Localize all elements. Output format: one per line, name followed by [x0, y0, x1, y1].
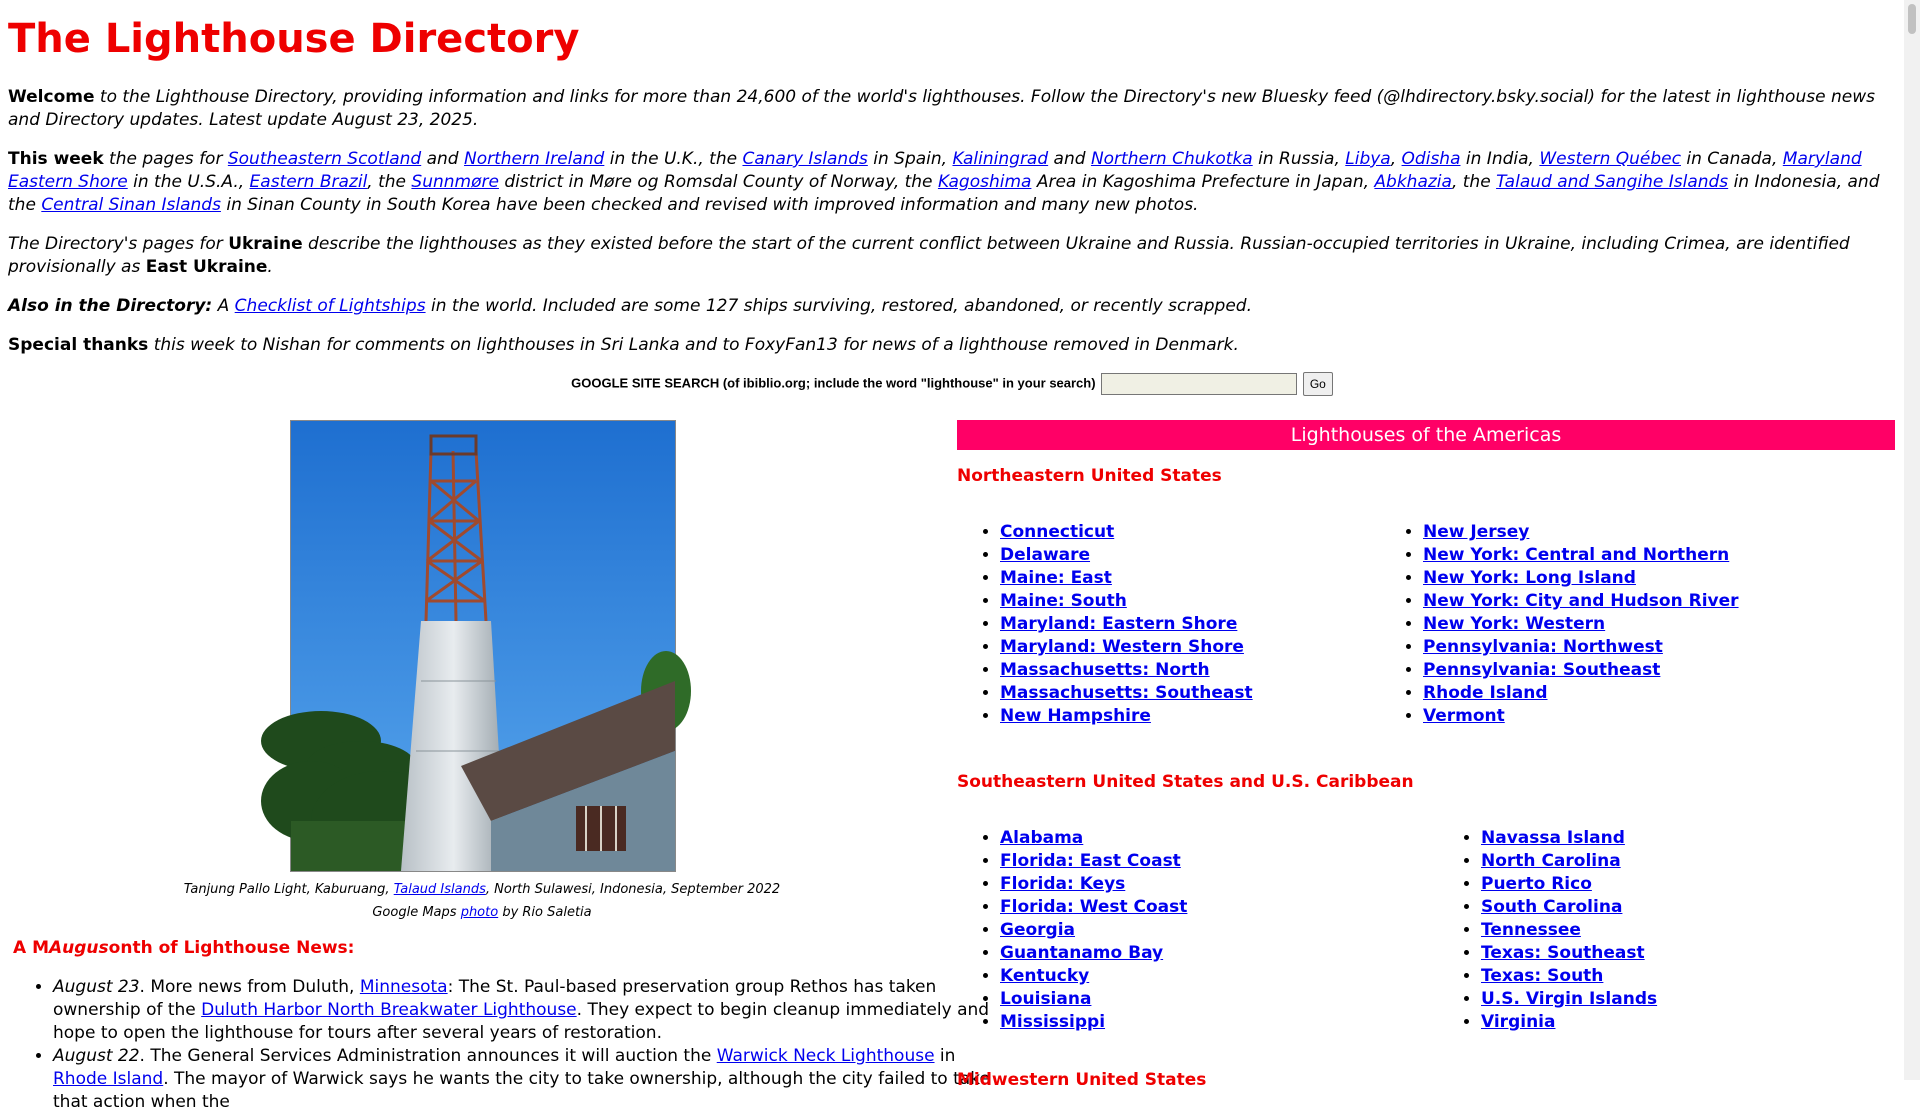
link-south-carolina[interactable]: South Carolina — [1481, 897, 1623, 917]
link-florida-keys[interactable]: Florida: Keys — [1000, 874, 1126, 894]
link-kagoshima[interactable]: Kagoshima — [937, 172, 1032, 192]
link-southeastern-scotland[interactable]: Southeastern Scotland — [227, 149, 422, 169]
text: . The General Services Administration announces it will auction the — [139, 1046, 717, 1066]
lighthouse-photo-image — [291, 421, 675, 871]
thanks-paragraph — [8, 334, 1888, 357]
list-item — [1423, 521, 1739, 544]
right-column — [957, 420, 1895, 1090]
list-item — [1481, 1011, 1657, 1034]
list-item — [1481, 965, 1657, 988]
search-input[interactable] — [1101, 373, 1297, 395]
text: , the — [1451, 172, 1497, 192]
text: in Canada, — [1680, 149, 1783, 169]
link-canary-islands[interactable]: Canary Islands — [742, 149, 868, 169]
welcome-text: to the Lighthouse Directory, providing information and links for more than 24,600 of the world's lighthouses. Follow the Directory's new Bluesky feed (@lhdirectory.bsky.social) for the latest in lighthouse news and Directory updates. Latest update August 23, 2025. — [8, 87, 1875, 130]
list-item — [1000, 965, 1438, 988]
search-label: GOOGLE SITE SEARCH (of ibiblio.org; include the word "lighthouse" in your search) — [571, 375, 1096, 391]
intro-section — [8, 86, 1888, 373]
text: in the world. Included are some 127 ships surviving, restored, abandoned, or recently scrapped. — [425, 296, 1252, 316]
link-delaware[interactable]: Delaware — [1000, 545, 1091, 565]
list-item — [1423, 567, 1739, 590]
text: Area in Kagoshima Prefecture in Japan, — [1031, 172, 1375, 192]
region-heading-midwest: Midwestern United States — [957, 1070, 1207, 1090]
list-item — [1423, 544, 1739, 567]
link-northern-ireland[interactable]: Northern Ireland — [464, 149, 605, 169]
text: by Rio Saletia — [498, 905, 592, 920]
text: , the — [367, 172, 412, 192]
list-item — [1000, 942, 1438, 965]
list-item — [1000, 705, 1380, 728]
list-item — [1000, 567, 1380, 590]
link-georgia[interactable]: Georgia — [1000, 920, 1076, 940]
link-western-quebec[interactable]: Western Québec — [1539, 149, 1681, 169]
list-item — [1000, 896, 1438, 919]
link-pa-northwest[interactable]: Pennsylvania: Northwest — [1423, 637, 1663, 657]
list-item — [1000, 919, 1438, 942]
text: , North Sulawesi, Indonesia, September 2022 — [485, 882, 781, 897]
text: onth of Lighthouse News: — [108, 938, 355, 958]
link-maryland-eastern[interactable]: Maryland: Eastern Shore — [1000, 614, 1238, 634]
link-north-carolina[interactable]: North Carolina — [1481, 851, 1621, 871]
this-week-bold: This week — [8, 149, 104, 169]
link-virginia[interactable]: Virginia — [1481, 1012, 1556, 1032]
text: in the U.S.A., — [127, 172, 250, 192]
text: and — [1048, 149, 1091, 169]
link-texas-south[interactable]: Texas: South — [1481, 966, 1604, 986]
text: A M — [13, 938, 49, 958]
link-duluth-harbor[interactable]: Duluth Harbor North Breakwater Lighthouse — [201, 1000, 577, 1020]
also-bold: Also in the Directory: — [8, 296, 213, 316]
text: : The St. Paul-based preservation group Rethos has taken ownership of the — [53, 977, 937, 1020]
link-eastern-brazil[interactable]: Eastern Brazil — [249, 172, 368, 192]
link-louisiana[interactable]: Louisiana — [1000, 989, 1092, 1009]
link-texas-southeast[interactable]: Texas: Southeast — [1481, 943, 1645, 963]
link-northern-chukotka[interactable]: Northern Chukotka — [1090, 149, 1253, 169]
list-item — [1481, 827, 1657, 850]
americas-banner: Lighthouses of the Americas — [957, 420, 1895, 450]
text: Augus — [49, 938, 109, 958]
text: and — [421, 149, 464, 169]
text: Google Maps — [372, 905, 461, 920]
link-florida-east[interactable]: Florida: East Coast — [1000, 851, 1181, 871]
link-talaud-islands[interactable]: Talaud Islands — [393, 882, 486, 897]
region-heading-southeast: Southeastern United States and U.S. Caribbean — [957, 772, 1414, 792]
link-florida-west[interactable]: Florida: West Coast — [1000, 897, 1188, 917]
text: describe the lighthouses as they existed before the start of the current conflict between Ukraine and Russia. Russian-occupied territories in Ukraine, including Crimea, are identified provisionally as — [8, 234, 1850, 277]
list-item — [1000, 682, 1380, 705]
link-kaliningrad[interactable]: Kaliningrad — [952, 149, 1049, 169]
list-item — [1481, 919, 1657, 942]
list-item — [1423, 682, 1739, 705]
text: the pages for — [103, 149, 228, 169]
link-vermont[interactable]: Vermont — [1423, 706, 1505, 726]
list-item — [1000, 544, 1380, 567]
region-list-southeast — [957, 827, 1895, 1034]
list-item — [1423, 636, 1739, 659]
news-heading — [13, 938, 354, 958]
link-mississippi[interactable]: Mississippi — [1000, 1012, 1106, 1032]
link-new-hampshire[interactable]: New Hampshire — [1000, 706, 1151, 726]
region-list-northeast — [957, 521, 1895, 728]
welcome-paragraph — [8, 86, 1888, 132]
text: in — [934, 1046, 956, 1066]
link-minnesota[interactable]: Minnesota — [359, 977, 448, 997]
text: . — [267, 257, 273, 277]
list-item — [1000, 988, 1438, 1011]
lighthouse-photo — [290, 420, 676, 872]
welcome-bold: Welcome — [8, 87, 95, 107]
link-maryland-western[interactable]: Maryland: Western Shore — [1000, 637, 1244, 657]
list-item — [1000, 590, 1380, 613]
link-maryland-eastern-shore[interactable]: Maryland Eastern Shore — [8, 149, 1862, 192]
list-item — [1423, 613, 1739, 636]
text: in Russia, — [1252, 149, 1346, 169]
link-alabama[interactable]: Alabama — [1000, 828, 1084, 848]
text: district in Møre og Romsdal County of Norway, the — [498, 172, 938, 192]
text: . The mayor of Warwick says he wants the city to take ownership, although the city failed to take that action when the — [53, 1069, 990, 1112]
list-item — [1000, 1011, 1438, 1034]
link-puerto-rico[interactable]: Puerto Rico — [1481, 874, 1592, 894]
text: in India, — [1460, 149, 1540, 169]
go-button[interactable]: Go — [1303, 372, 1333, 396]
link-guantanamo-bay[interactable]: Guantanamo Bay — [1000, 943, 1164, 963]
list-item — [1000, 659, 1380, 682]
this-week-paragraph — [8, 148, 1888, 217]
link-abkhazia[interactable]: Abkhazia — [1374, 172, 1452, 192]
list-item — [1423, 659, 1739, 682]
text: in Indonesia, and the — [8, 172, 1880, 215]
list-item — [1423, 705, 1739, 728]
link-pa-southeast[interactable]: Pennsylvania: Southeast — [1423, 660, 1661, 680]
thanks-bold: Special thanks — [8, 335, 149, 355]
list-item — [1481, 942, 1657, 965]
news-date: August 23 — [53, 977, 140, 997]
link-checklist-lightships[interactable]: Checklist of Lightships — [234, 296, 426, 316]
list-item — [1481, 850, 1657, 873]
link-ny-city-hudson[interactable]: New York: City and Hudson River — [1423, 591, 1739, 611]
link-photo[interactable]: photo — [460, 905, 499, 920]
link-maine-east[interactable]: Maine: East — [1000, 568, 1112, 588]
east-ukraine-bold: East Ukraine — [145, 257, 268, 277]
link-kentucky[interactable]: Kentucky — [1000, 966, 1090, 986]
text: . They expect to begin cleanup immediately and hope to open the lighthouse for tours after several years of restoration. — [53, 1000, 990, 1043]
caption-line-1 — [8, 878, 956, 901]
link-libya[interactable]: Libya — [1345, 149, 1391, 169]
ukraine-bold: Ukraine — [228, 234, 303, 254]
link-new-jersey[interactable]: New Jersey — [1423, 522, 1530, 542]
google-site-search — [0, 372, 1904, 396]
list-item — [1000, 827, 1438, 850]
text: this week to Nishan for comments on lighthouses in Sri Lanka and to FoxyFan13 for news of a lighthouse removed in Denmark. — [148, 335, 1239, 355]
text: The Directory's pages for — [8, 234, 229, 254]
region-heading-northeast: Northeastern United States — [957, 466, 1222, 486]
link-central-sinan[interactable]: Central Sinan Islands — [41, 195, 221, 215]
list-item — [1000, 636, 1380, 659]
news-item — [53, 1045, 993, 1114]
link-navassa-island[interactable]: Navassa Island — [1481, 828, 1625, 848]
scrollbar-thumb[interactable] — [1908, 4, 1916, 34]
link-warwick-neck[interactable]: Warwick Neck Lighthouse — [716, 1046, 935, 1066]
list-item — [1481, 873, 1657, 896]
text: , — [1390, 149, 1402, 169]
list-item — [1423, 590, 1739, 613]
text: A — [212, 296, 235, 316]
news-item — [53, 976, 993, 1045]
list-item — [1481, 988, 1657, 1011]
link-ny-long-island[interactable]: New York: Long Island — [1423, 568, 1636, 588]
list-item — [1000, 521, 1380, 544]
link-rhode-island[interactable]: Rhode Island — [53, 1069, 164, 1089]
list-item — [1000, 613, 1380, 636]
link-ny-central-northern[interactable]: New York: Central and Northern — [1423, 545, 1730, 565]
link-massachusetts-north[interactable]: Massachusetts: North — [1000, 660, 1210, 680]
link-sunnmore[interactable]: Sunnmøre — [411, 172, 499, 192]
region-list-col — [957, 827, 1438, 1034]
text: in Sinan County in South Korea have been checked and revised with improved information and many new photos. — [220, 195, 1199, 215]
link-ny-western[interactable]: New York: Western — [1423, 614, 1606, 634]
text: Tanjung Pallo Light, Kaburuang, — [183, 882, 394, 897]
list-item — [1000, 850, 1438, 873]
news-date: August 22 — [53, 1046, 140, 1066]
news-list — [8, 976, 993, 1114]
vertical-scrollbar[interactable] — [1904, 0, 1920, 1080]
page-title: The Lighthouse Directory — [8, 16, 580, 62]
link-us-virgin-islands[interactable]: U.S. Virgin Islands — [1481, 989, 1658, 1009]
region-list-col — [957, 521, 1380, 728]
also-paragraph — [8, 295, 1888, 318]
text: . More news from Duluth, — [139, 977, 360, 997]
link-rhode-island-region[interactable]: Rhode Island — [1423, 683, 1548, 703]
link-tennessee[interactable]: Tennessee — [1481, 920, 1581, 940]
text: in Spain, — [867, 149, 953, 169]
link-odisha[interactable]: Odisha — [1401, 149, 1461, 169]
link-talaud-sangihe[interactable]: Talaud and Sangihe Islands — [1496, 172, 1729, 192]
link-maine-south[interactable]: Maine: South — [1000, 591, 1127, 611]
photo-caption — [8, 878, 956, 924]
list-item — [1481, 896, 1657, 919]
caption-line-2 — [8, 901, 956, 924]
text: in the U.K., the — [604, 149, 743, 169]
region-list-col — [1380, 521, 1739, 728]
link-massachusetts-southeast[interactable]: Massachusetts: Southeast — [1000, 683, 1253, 703]
link-connecticut[interactable]: Connecticut — [1000, 522, 1115, 542]
region-list-col — [1438, 827, 1657, 1034]
list-item — [1000, 873, 1438, 896]
ukraine-paragraph — [8, 233, 1888, 279]
